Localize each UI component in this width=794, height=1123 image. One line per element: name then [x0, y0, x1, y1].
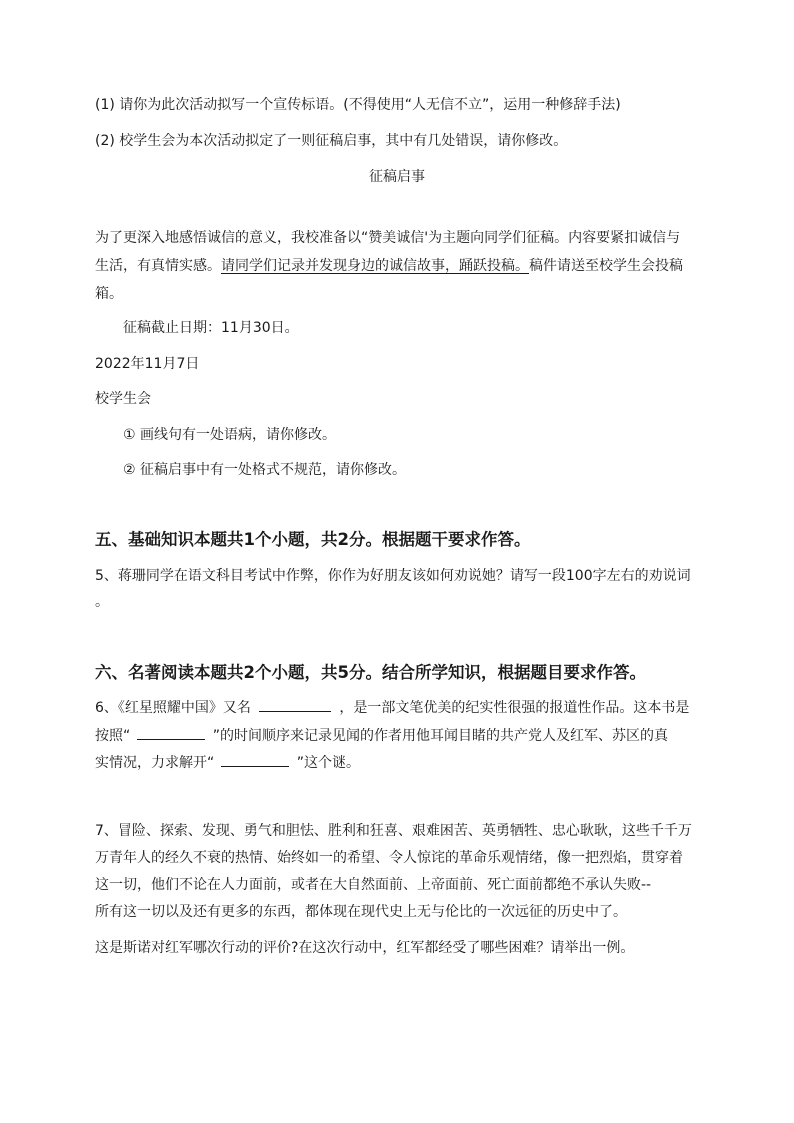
q7-line-4: 所有这一切以及还有更多的东西，都体现在现代史上无与伦比的一次远征的历史中了。: [95, 904, 627, 920]
q4-subquestion-2: (2) 校学生会为本次活动拟定了一则征稿启事，其中有几处错误，请你修改。: [95, 133, 568, 149]
q4-subquestion-1: (1) 请你为此次活动拟写一个宣传标语。(不得使用“人无信不立”，运用一种修辞手法): [95, 97, 621, 113]
q6-blank-1[interactable]: [259, 696, 331, 712]
q6-text-a: 6、《红星照耀中国》又名: [95, 700, 251, 716]
q6-text-f: ”这个谜。: [296, 755, 360, 771]
q5-line-2: 。: [95, 594, 109, 610]
q4-task-1: ① 画线句有一处语病，请你修改。: [123, 427, 337, 443]
notice-body-line-3: 箱。: [95, 286, 123, 302]
q6-text-b: ，是一部文笔优美的纪实性很强的报道性作品。这本书是: [339, 700, 690, 716]
q6-line-2: [95, 724, 668, 746]
notice-underlined-sentence: 请同学们记录并发现身边的诚信故事，踊跃投稿。: [221, 258, 529, 274]
q6-blank-3[interactable]: [221, 751, 289, 767]
section-5-heading: 五、基础知识本题共1个小题，共2分。根据题干要求作答。: [95, 530, 531, 549]
notice-deadline: 征稿截止日期：11月30日。: [123, 320, 299, 336]
notice-signature: 校学生会: [95, 391, 151, 407]
q6-text-c: 按照“: [95, 728, 131, 744]
section-6-heading: 六、名著阅读本题共2个小题，共5分。结合所学知识，根据题目要求作答。: [95, 663, 646, 682]
q7-line-2: 万青年人的经久不衰的热情、始终如一的希望、令人惊诧的革命乐观情绪，像一把烈焰，贯穿着: [95, 850, 683, 866]
notice-body-line-1: 为了更深入地感悟诚信的意义，我校准备以“赞美诚信'为主题向同学们征稿。内容要紧扣诚信与: [95, 230, 681, 246]
q4-task-2: ② 征稿启事中有一处格式不规范，请你修改。: [123, 462, 406, 478]
q7-line-1: 7、冒险、探索、发现、勇气和胆怯、胜利和狂喜、艰难困苦、英勇牺牲、忠心耿耿，这些千千万: [95, 823, 692, 839]
notice-body-plain: 生活，有真情实感。: [95, 258, 221, 274]
q7-line-3: 这一切，他们不论在人力面前，或者在大自然面前、上帝面前、死亡面前都绝不承认失败--: [95, 877, 652, 893]
notice-title: 征稿启事: [369, 169, 425, 185]
q6-text-e: 实情况，力求解开“: [95, 755, 215, 771]
notice-body-tail: 稿件请送至校学生会投稿: [529, 258, 683, 274]
q6-text-d: ”的时间顺序来记录见闻的作者用他耳闻目睹的共产党人及红军、苏区的真: [212, 728, 668, 744]
q6-line-3: [95, 751, 360, 773]
q6-blank-2[interactable]: [137, 724, 205, 740]
q7-question: 这是斯诺对红军哪次行动的评价?在这次行动中，红军都经受了哪些困难？请举出一例。: [95, 940, 635, 956]
notice-body-line-2: [95, 256, 683, 276]
q5-line-1: 5、蒋珊同学在语文科目考试中作弊，你作为好朋友该如何劝说她？请写一段100字左右的劝说词: [95, 568, 691, 584]
q6-line-1: [95, 696, 689, 718]
notice-date: 2022年11月7日: [95, 356, 200, 372]
